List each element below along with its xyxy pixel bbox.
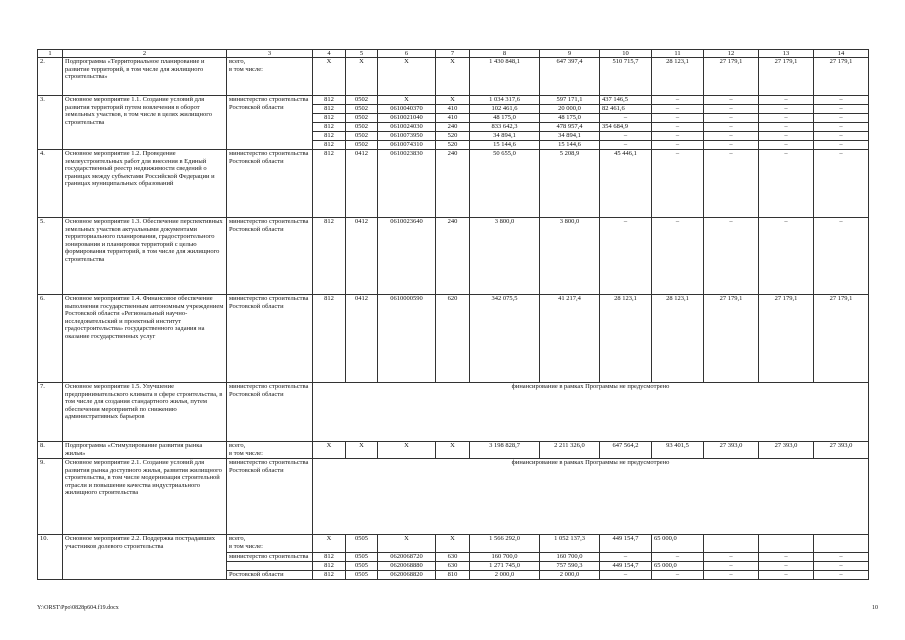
grbs-cell: X: [313, 442, 346, 459]
total-cell: 160 700,0: [470, 553, 540, 562]
total-cell: 3 800,0: [470, 218, 540, 295]
year-cell: 93 401,5: [652, 442, 704, 459]
column-number-row: [38, 50, 869, 58]
rzpr-cell: 0505: [346, 571, 378, 580]
total-cell: 48 175,0: [470, 114, 540, 123]
rzpr-cell: 0505: [346, 553, 378, 562]
grbs-cell: 812: [313, 114, 346, 123]
table-row: [38, 218, 869, 295]
grbs-cell: 812: [313, 218, 346, 295]
year-cell: –: [814, 141, 869, 150]
table-row: [38, 459, 869, 535]
row-number: 2.: [38, 58, 63, 96]
vr-cell: 620: [436, 295, 470, 383]
year-cell: –: [704, 123, 759, 132]
rzpr-cell: 0502: [346, 141, 378, 150]
year-cell: 82 461,6: [600, 105, 652, 114]
rzpr-cell: 0502: [346, 123, 378, 132]
vr-cell: 520: [436, 141, 470, 150]
rzpr-cell: 0502: [346, 132, 378, 141]
year-cell: –: [759, 150, 814, 218]
rzpr-cell: X: [346, 442, 378, 459]
year-cell: –: [759, 114, 814, 123]
csr-cell: X: [378, 535, 436, 553]
header-cell: 6: [378, 50, 436, 58]
csr-cell: 0610024030: [378, 123, 436, 132]
program-name: Подпрограмма «Стимулирование развития рынка жилья»: [63, 442, 227, 459]
year-cell: 27 179,1: [814, 58, 869, 96]
vr-cell: 810: [436, 571, 470, 580]
year-cell: 65 000,0: [652, 562, 704, 571]
csr-cell: X: [378, 96, 436, 105]
total-cell: 15 144,6: [470, 141, 540, 150]
header-cell: 11: [652, 50, 704, 58]
program-name: Основное мероприятие 2.1. Создание условий для развития рынка доступного жилья, развития жилищного строительства, в том числе модернизация строительной отрасли и повышение качества индустриального жилищного строительства: [63, 459, 227, 535]
year-cell: –: [814, 553, 869, 562]
year-cell: –: [704, 141, 759, 150]
vr-cell: X: [436, 96, 470, 105]
grbs-cell: 812: [313, 150, 346, 218]
vr-cell: 410: [436, 114, 470, 123]
header-cell: 5: [346, 50, 378, 58]
vr-cell: 240: [436, 123, 470, 132]
header-cell: 9: [540, 50, 600, 58]
year-cell: 27 179,1: [704, 58, 759, 96]
year-cell: 437 146,5: [600, 96, 652, 105]
total-cell: 102 461,6: [470, 105, 540, 114]
rzpr-cell: 0505: [346, 535, 378, 553]
program-name: Подпрограмма «Территориальное планирование и развитие территорий, в том числе для жилищного строительства»: [63, 58, 227, 96]
year-cell: –: [814, 218, 869, 295]
total-cell: 1 566 292,0: [470, 535, 540, 553]
row-number: 10.: [38, 535, 63, 580]
year-cell: –: [652, 96, 704, 105]
year-cell: –: [652, 105, 704, 114]
year-cell: 28 123,1: [600, 295, 652, 383]
year-cell: –: [704, 132, 759, 141]
year-cell: 27 393,0: [704, 442, 759, 459]
executor: министерство строительства Ростовской области: [227, 459, 313, 535]
year-cell: 27 179,1: [759, 295, 814, 383]
total-cell: 833 642,3: [470, 123, 540, 132]
header-cell: 10: [600, 50, 652, 58]
csr-cell: X: [378, 442, 436, 459]
csr-cell: 0610021040: [378, 114, 436, 123]
year-cell: –: [704, 105, 759, 114]
year-cell: 15 144,6: [540, 141, 600, 150]
total-cell: 3 198 828,7: [470, 442, 540, 459]
header-cell: 8: [470, 50, 540, 58]
year-cell: 28 123,1: [652, 58, 704, 96]
grbs-cell: 812: [313, 571, 346, 580]
year-cell: 1 052 137,3: [540, 535, 600, 553]
executor: всего, в том числе:: [227, 58, 313, 96]
year-cell: –: [814, 123, 869, 132]
year-cell: 449 154,7: [600, 562, 652, 571]
grbs-cell: 812: [313, 132, 346, 141]
executor: министерство строительства Ростовской области: [227, 150, 313, 218]
rzpr-cell: X: [346, 58, 378, 96]
year-cell: 354 684,9: [600, 123, 652, 132]
header-cell: 4: [313, 50, 346, 58]
header-cell: 2: [63, 50, 227, 58]
total-cell: 2 000,0: [470, 571, 540, 580]
table-row: [38, 383, 869, 442]
year-cell: 5 208,9: [540, 150, 600, 218]
executor: министерство строительства Ростовской области: [227, 218, 313, 295]
total-cell: 1 034 317,6: [470, 96, 540, 105]
year-cell: 160 700,0: [540, 553, 600, 562]
year-cell: 20 000,0: [540, 105, 600, 114]
vr-cell: 520: [436, 132, 470, 141]
executor: [227, 562, 313, 571]
year-cell: 597 171,1: [540, 96, 600, 105]
year-cell: –: [652, 150, 704, 218]
program-name: Основное мероприятие 1.5. Улучшение предпринимательского климата в сфере строительства, в том числе для создания стандартного жилья, путем обеспечения мероприятий по снижению административных барьеров: [63, 383, 227, 442]
vr-cell: 630: [436, 553, 470, 562]
year-cell: –: [814, 114, 869, 123]
table-row: [38, 96, 869, 105]
year-cell: 45 446,1: [600, 150, 652, 218]
year-cell: 48 175,0: [540, 114, 600, 123]
row-number: 6.: [38, 295, 63, 383]
year-cell: –: [652, 123, 704, 132]
csr-cell: 0620068720: [378, 553, 436, 562]
year-cell: [704, 535, 759, 553]
row-number: 9.: [38, 459, 63, 535]
rzpr-cell: 0502: [346, 114, 378, 123]
total-cell: 1 430 848,1: [470, 58, 540, 96]
rzpr-cell: 0412: [346, 295, 378, 383]
year-cell: 757 590,3: [540, 562, 600, 571]
year-cell: 27 393,0: [759, 442, 814, 459]
year-cell: 2 211 326,0: [540, 442, 600, 459]
rzpr-cell: 0502: [346, 96, 378, 105]
row-number: 5.: [38, 218, 63, 295]
year-cell: 27 179,1: [759, 58, 814, 96]
grbs-cell: 812: [313, 562, 346, 571]
table-row: [38, 295, 869, 383]
year-cell: –: [759, 141, 814, 150]
row-number: 7.: [38, 383, 63, 442]
year-cell: –: [759, 218, 814, 295]
year-cell: 27 393,0: [814, 442, 869, 459]
rzpr-cell: 0412: [346, 218, 378, 295]
executor: министерство строительства Ростовской области: [227, 96, 313, 150]
header-cell: 7: [436, 50, 470, 58]
year-cell: –: [814, 150, 869, 218]
header-cell: 12: [704, 50, 759, 58]
program-name: Основное мероприятие 1.2. Проведение землеустроительных работ для внесения в Единый государственный реестр недвижимости сведений о границах между субъектами Российской Федерации и границах муниципальных образований: [63, 150, 227, 218]
program-name: Основное мероприятие 2.2. Поддержка пострадавших участников долевого строительства: [63, 535, 227, 580]
year-cell: 34 894,1: [540, 132, 600, 141]
vr-cell: 410: [436, 105, 470, 114]
total-cell: 50 655,0: [470, 150, 540, 218]
year-cell: 27 179,1: [814, 295, 869, 383]
csr-cell: 0610023640: [378, 218, 436, 295]
year-cell: [814, 535, 869, 553]
year-cell: –: [814, 562, 869, 571]
csr-cell: 0610000590: [378, 295, 436, 383]
year-cell: 65 000,0: [652, 535, 704, 553]
header-cell: 14: [814, 50, 869, 58]
executor: министерство строительства Ростовской области: [227, 295, 313, 383]
year-cell: 3 800,0: [540, 218, 600, 295]
vr-cell: 240: [436, 150, 470, 218]
year-cell: 28 123,1: [652, 295, 704, 383]
vr-cell: X: [436, 442, 470, 459]
program-name: Основное мероприятие 1.3. Обеспечение перспективных земельных участков актуальными документами территориального планирования, градостроительного зонирования и планировки территорий с целью формирования территорий, в том числе для жилищного строительства: [63, 218, 227, 295]
year-cell: –: [759, 562, 814, 571]
vr-cell: 240: [436, 218, 470, 295]
year-cell: 41 217,4: [540, 295, 600, 383]
year-cell: –: [652, 218, 704, 295]
year-cell: –: [600, 571, 652, 580]
executor: всего, в том числе:: [227, 442, 313, 459]
grbs-cell: 812: [313, 553, 346, 562]
csr-cell: X: [378, 58, 436, 96]
executor: Ростовской области: [227, 571, 313, 580]
year-cell: –: [704, 114, 759, 123]
program-name: Основное мероприятие 1.4. Финансовое обеспечение выполнения государственным автономным учреждением Ростовской области «Региональный научно-исследовательский и проектный институт градостроительства» государственного задания на оказание государственных услуг: [63, 295, 227, 383]
grbs-cell: 812: [313, 105, 346, 114]
header-cell: 1: [38, 50, 63, 58]
year-cell: –: [704, 150, 759, 218]
executor: всего, в том числе:: [227, 535, 313, 553]
csr-cell: 0620068820: [378, 571, 436, 580]
year-cell: –: [704, 571, 759, 580]
year-cell: –: [652, 571, 704, 580]
year-cell: –: [704, 96, 759, 105]
csr-cell: 0610074310: [378, 141, 436, 150]
csr-cell: 0610073950: [378, 132, 436, 141]
year-cell: –: [759, 96, 814, 105]
year-cell: 510 715,7: [600, 58, 652, 96]
header-cell: 13: [759, 50, 814, 58]
vr-cell: X: [436, 535, 470, 553]
total-cell: 1 271 745,0: [470, 562, 540, 571]
csr-cell: 0610023830: [378, 150, 436, 218]
year-cell: –: [814, 96, 869, 105]
year-cell: –: [814, 105, 869, 114]
year-cell: 478 957,4: [540, 123, 600, 132]
vr-cell: X: [436, 58, 470, 96]
total-cell: 34 894,1: [470, 132, 540, 141]
no-funding-note: финансирование в рамках Программы не предусмотрено: [313, 383, 869, 442]
row-number: 3.: [38, 96, 63, 150]
year-cell: 647 397,4: [540, 58, 600, 96]
table-row: [38, 150, 869, 218]
rzpr-cell: 0505: [346, 562, 378, 571]
year-cell: –: [814, 571, 869, 580]
table-row: [38, 442, 869, 459]
table-row: [38, 58, 869, 96]
page-number: 10: [872, 605, 878, 611]
year-cell: 2 000,0: [540, 571, 600, 580]
year-cell: –: [600, 114, 652, 123]
year-cell: –: [704, 562, 759, 571]
header-cell: 3: [227, 50, 313, 58]
year-cell: –: [652, 114, 704, 123]
file-path-footer: Y:\ORST\Ppo\0828p604.f19.docx: [37, 605, 119, 611]
year-cell: 449 154,7: [600, 535, 652, 553]
year-cell: –: [759, 132, 814, 141]
year-cell: 647 564,2: [600, 442, 652, 459]
year-cell: –: [759, 553, 814, 562]
rzpr-cell: 0502: [346, 105, 378, 114]
grbs-cell: 812: [313, 96, 346, 105]
no-funding-note: финансирование в рамках Программы не предусмотрено: [313, 459, 869, 535]
executor: министерство строительства: [227, 553, 313, 562]
year-cell: –: [704, 218, 759, 295]
year-cell: –: [600, 553, 652, 562]
csr-cell: 0620068880: [378, 562, 436, 571]
row-number: 4.: [38, 150, 63, 218]
grbs-cell: 812: [313, 123, 346, 132]
budget-table: [37, 49, 869, 580]
year-cell: –: [652, 553, 704, 562]
year-cell: –: [759, 571, 814, 580]
total-cell: 342 075,5: [470, 295, 540, 383]
year-cell: –: [652, 141, 704, 150]
year-cell: –: [814, 132, 869, 141]
year-cell: –: [759, 105, 814, 114]
rzpr-cell: 0412: [346, 150, 378, 218]
grbs-cell: 812: [313, 141, 346, 150]
year-cell: –: [600, 218, 652, 295]
year-cell: –: [704, 553, 759, 562]
year-cell: –: [652, 132, 704, 141]
executor: министерство строительства Ростовской области: [227, 383, 313, 442]
year-cell: 27 179,1: [704, 295, 759, 383]
program-name: Основное мероприятие 1.1. Создание условий для развития территорий путем вовлечения в оборот земельных участков, в том числе в целях жилищного строительства: [63, 96, 227, 150]
grbs-cell: X: [313, 535, 346, 553]
grbs-cell: X: [313, 58, 346, 96]
year-cell: [759, 535, 814, 553]
vr-cell: 630: [436, 562, 470, 571]
row-number: 8.: [38, 442, 63, 459]
csr-cell: 0610040370: [378, 105, 436, 114]
grbs-cell: 812: [313, 295, 346, 383]
year-cell: –: [600, 141, 652, 150]
year-cell: –: [600, 132, 652, 141]
table-row: [38, 535, 869, 553]
year-cell: –: [759, 123, 814, 132]
